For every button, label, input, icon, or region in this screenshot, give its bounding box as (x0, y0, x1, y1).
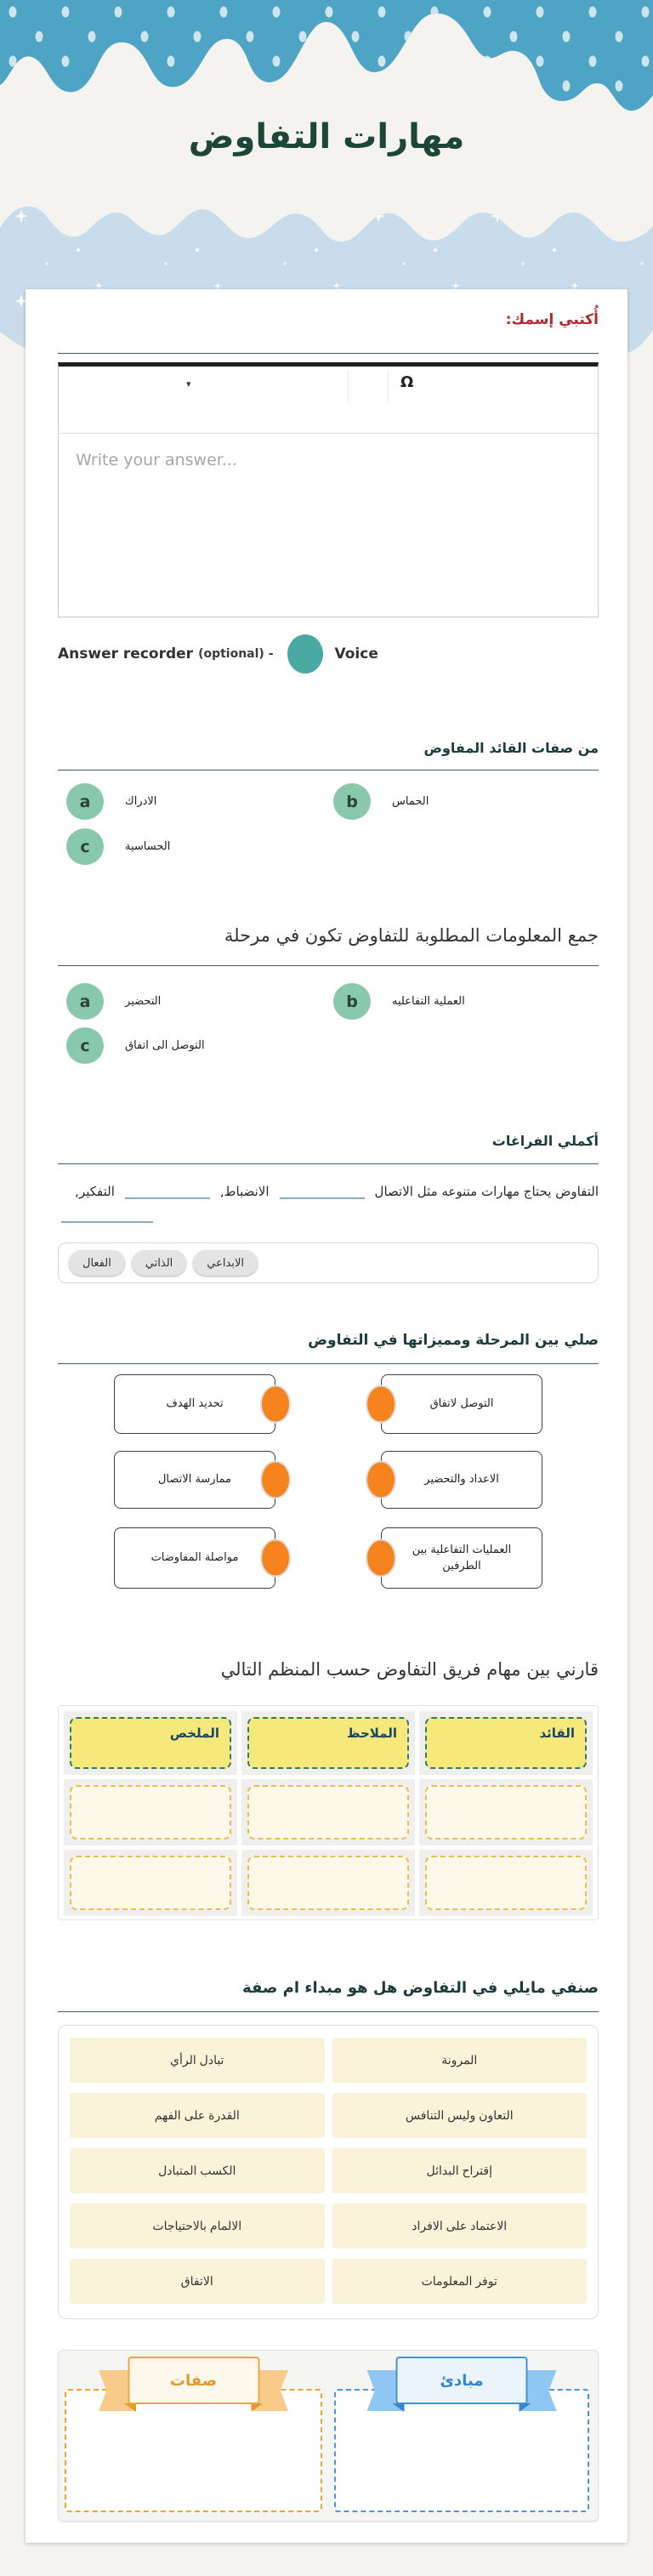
answer-recorder-label: Answer recorder (58, 645, 194, 662)
matching-row (58, 1527, 599, 1589)
question-heading: من صفات القائد المفاوض (423, 740, 599, 756)
compare-answer-cell[interactable] (425, 1856, 587, 1910)
grid-cell (64, 1850, 237, 1916)
option-c[interactable] (66, 1027, 205, 1064)
word-bank (58, 1243, 599, 1283)
principles-ribbon (396, 2357, 528, 2404)
option-label: التحضير (125, 995, 162, 1008)
compare-column-header: الملاحظ (247, 1717, 409, 1769)
rich-text-editor (58, 362, 599, 617)
grid-cell (241, 1850, 415, 1916)
section-divider (58, 770, 599, 771)
special-characters-icon[interactable]: Ω (400, 373, 414, 391)
traits-drop-zone (65, 2357, 322, 2514)
compare-grid (58, 1705, 599, 1920)
mcq-info-stage-section (58, 923, 599, 1065)
option-letter-badge[interactable]: b (333, 983, 371, 1020)
match-connector-dot[interactable] (260, 1385, 291, 1424)
compare-table-section (58, 1657, 599, 1920)
classify-item[interactable]: الاعتماد على الافراد (332, 2204, 588, 2249)
matching-feature-box[interactable] (114, 1527, 275, 1589)
matching-feature-box[interactable] (114, 1374, 275, 1434)
matching-stage-label: الاعداد والتحضير (424, 1473, 499, 1487)
matching-row (58, 1374, 599, 1434)
sentence-text: التفاوض يحتاج مهارات متنوعه مثل الاتصال (374, 1184, 599, 1199)
matching-stage-label: التوصل لاتفاق (429, 1397, 494, 1411)
section-divider (58, 1363, 599, 1364)
option-letter-badge[interactable]: a (66, 783, 104, 820)
voice-record-button[interactable] (287, 634, 323, 674)
option-letter-badge[interactable]: c (66, 1027, 104, 1064)
classify-item[interactable]: المرونة (332, 2038, 588, 2083)
word-bank-chip[interactable]: الفعال (69, 1250, 125, 1276)
section-divider (58, 965, 599, 966)
match-connector-dot[interactable] (366, 1461, 396, 1499)
section-divider (58, 2011, 599, 2012)
option-a[interactable] (66, 983, 161, 1020)
classify-item[interactable]: القدرة على الفهم (70, 2093, 325, 2138)
grid-cell (419, 1711, 593, 1775)
classify-item[interactable]: الكسب المتبادل (70, 2148, 325, 2193)
options-row (58, 828, 599, 866)
matching-stage-box[interactable] (381, 1374, 542, 1434)
matching-feature-box[interactable] (114, 1451, 275, 1509)
answer-recorder-row (58, 634, 599, 674)
classify-items-list (58, 2025, 599, 2319)
matching-feature-label: مواصلة المفاوضات (150, 1551, 239, 1565)
mcq-leader-traits-section (58, 736, 599, 866)
grid-cell (64, 1779, 237, 1845)
classify-item[interactable]: توفر المعلومات (332, 2259, 588, 2304)
voice-label: Voice (334, 645, 378, 662)
name-question-label: أُكتبي إسمك: (505, 311, 599, 328)
classify-item[interactable]: إقتراح البدائل (332, 2148, 588, 2193)
editor-toolbar (59, 367, 598, 434)
option-letter-badge[interactable]: b (333, 783, 371, 820)
match-connector-dot[interactable] (366, 1385, 396, 1424)
classify-item[interactable]: تبادل الرأي (70, 2038, 325, 2083)
word-bank-chip[interactable]: الذاتي (132, 1250, 186, 1276)
matching-stage-box[interactable] (381, 1527, 542, 1589)
grid-cell (419, 1779, 593, 1845)
traits-ribbon-label: صفات (128, 2357, 259, 2404)
option-label: الحماس (392, 795, 429, 808)
compare-answer-cell[interactable] (247, 1856, 409, 1910)
options-row (58, 983, 599, 1021)
section-divider (58, 1163, 599, 1164)
section-divider (58, 353, 599, 354)
principles-ribbon-label: مبادئ (396, 2357, 528, 2404)
blank-drop-target-1[interactable] (280, 1179, 365, 1199)
question-heading: أكملي الفراغات (491, 1133, 599, 1149)
options-row (58, 783, 599, 821)
sentence-text: التفكير, (75, 1184, 115, 1199)
compare-column-header: الملخص (70, 1717, 231, 1769)
toolbar-separator (388, 371, 389, 403)
classify-section (58, 1976, 599, 2319)
match-connector-dot[interactable] (260, 1539, 291, 1578)
option-b[interactable] (333, 783, 429, 820)
principles-drop-zone (334, 2357, 589, 2514)
compare-answer-cell[interactable] (70, 1856, 231, 1910)
matching-stage-box[interactable] (381, 1451, 542, 1509)
option-label: الادراك (125, 795, 157, 808)
compare-column-header: القائد (425, 1717, 587, 1769)
grid-cell (241, 1711, 415, 1775)
option-a[interactable] (66, 783, 156, 820)
word-bank-chip[interactable]: الابداعي (193, 1250, 258, 1276)
matching-row (58, 1451, 599, 1509)
blank-drop-target-3[interactable] (61, 1203, 153, 1223)
match-connector-dot[interactable] (260, 1461, 291, 1499)
matching-feature-label: تحديد الهدف (166, 1397, 224, 1411)
classify-item[interactable]: الالمام بالاحتياجات (70, 2204, 325, 2249)
option-label: العملية التفاعليه (392, 995, 465, 1008)
answer-text-input[interactable]: Write your answer... (76, 451, 237, 469)
matching-feature-label: ممارسة الاتصال (157, 1473, 232, 1487)
compare-answer-cell[interactable] (70, 1785, 231, 1840)
toolbar-separator (348, 371, 349, 403)
match-connector-dot[interactable] (366, 1539, 396, 1578)
traits-ribbon (128, 2357, 259, 2404)
option-letter-badge[interactable]: c (66, 828, 104, 865)
options-row (58, 1027, 599, 1065)
snow-wave-top-decoration (0, 0, 653, 128)
matching-stage-label: العمليات التفاعلية بين الطرفين (412, 1543, 512, 1572)
grid-cell (419, 1850, 593, 1916)
option-label: الحساسية (125, 840, 171, 853)
option-c[interactable] (66, 828, 170, 865)
worksheet-card (26, 289, 627, 2543)
grid-cell (241, 1779, 415, 1845)
classify-item[interactable]: الاتفاق (70, 2259, 325, 2304)
option-label: التوصل الى اتفاق (125, 1039, 205, 1052)
question-heading: صلي بين المرحلة ومميزاتها في التفاوض (308, 1332, 599, 1349)
fill-blanks-sentence (58, 1175, 599, 1199)
name-question-section (58, 306, 599, 674)
font-dropdown-caret-icon[interactable]: ▾ (186, 378, 191, 390)
blank-drop-target-2[interactable] (125, 1179, 210, 1199)
option-b[interactable] (333, 983, 465, 1020)
fill-blanks-section (58, 1129, 599, 1283)
compare-answer-cell[interactable] (247, 1785, 409, 1840)
matching-section (58, 1328, 599, 1589)
sort-drop-zones-section (58, 2350, 599, 2522)
question-heading: صنفي مايلي في التفاوض هل هو مبداء ام صفة (242, 1979, 599, 1997)
grid-cell (64, 1711, 237, 1775)
classify-item[interactable]: التعاون وليس التنافس (332, 2093, 588, 2138)
answer-recorder-optional-label: (optional) - (198, 647, 274, 661)
option-letter-badge[interactable]: a (66, 983, 104, 1020)
compare-answer-cell[interactable] (425, 1785, 587, 1840)
page-title: مهارات التفاوض (188, 117, 465, 156)
question-heading: قارني بين مهام فريق التفاوض حسب المنظم التالي (220, 1659, 599, 1680)
fill-blanks-sentence-line2 (58, 1199, 599, 1223)
question-heading: جمع المعلومات المطلوبة للتفاوض تكون في مرحلة (224, 925, 599, 946)
sentence-text: الانضباط, (219, 1184, 270, 1199)
